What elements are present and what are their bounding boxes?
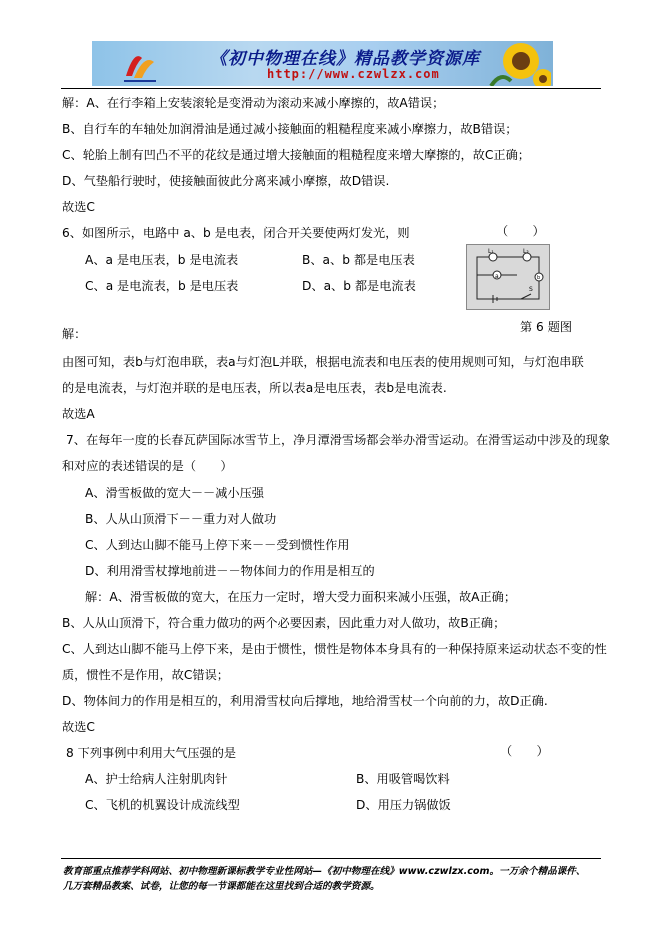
footer-line1: 教育部重点推荐学科网站、初中物理新课标教学专业性网站—《初中物理在线》www.czwlzx.com。一万余个精品课件、 [63, 866, 586, 877]
site-logo-icon [120, 44, 160, 84]
fig-label-l1: L₁ [488, 248, 494, 255]
q7-stem-line1: 7、在每年一度的长春瓦萨国际冰雪节上，净月潭滑雪场都会举办滑雪运动。在滑雪运动中涉及的现象 [66, 433, 611, 447]
q6-answer-paren: （ ） [496, 224, 545, 238]
q7-option-a[interactable]: A、滑雪板做的宽大－－减小压强 [85, 486, 264, 500]
q7-option-d[interactable]: D、利用滑雪杖撑地前进－－物体间力的作用是相互的 [85, 564, 375, 578]
sunflower-icon [481, 41, 551, 86]
q8-option-c[interactable]: C、飞机的机翼设计成流线型 [85, 798, 240, 812]
fig-label-b: b [537, 275, 541, 281]
q7-stem-line2: 和对应的表述错误的是（ ） [62, 459, 233, 473]
q6-solution-label: 解： [62, 327, 87, 341]
q6-figure-caption: 第 6 题图 [520, 320, 573, 334]
circuit-diagram [467, 245, 549, 309]
q7-answer: 故选C [62, 720, 95, 734]
fig-label-a: a [495, 273, 499, 280]
q6-option-d[interactable]: D、a、b 都是电流表 [302, 279, 416, 293]
q6-circuit-figure [466, 244, 550, 310]
q6-solution-line2: 的是电流表，与灯泡并联的是电压表，所以表a是电压表，表b是电流表. [62, 381, 447, 395]
q6-solution-line1: 由图可知，表b与灯泡串联，表a与灯泡L并联，根据电流表和电压表的使用规则可知，与灯泡串联 [62, 355, 584, 369]
footer-rule [61, 858, 601, 859]
q8-option-d[interactable]: D、用压力锅做饭 [356, 798, 451, 812]
fig-label-s: S [529, 286, 533, 293]
q7-solution-b: B、人从山顶滑下，符合重力做功的两个必要因素，因此重力对人做功，故B正确； [62, 616, 506, 630]
q8-option-b[interactable]: B、用吸管喝饮料 [356, 772, 450, 786]
q6-answer: 故选A [62, 407, 95, 421]
q8-answer-paren: （ ） [500, 744, 549, 758]
q5-solution-a: 解：A、在行李箱上安装滚轮是变滑动为滚动来减小摩擦的，故A错误； [62, 96, 445, 110]
q5-solution-d: D、气垫船行驶时，使接触面彼此分离来减小摩擦，故D错误. [62, 174, 390, 188]
header-banner [92, 41, 553, 86]
q6-option-c[interactable]: C、a 是电流表，b 是电压表 [85, 279, 239, 293]
banner-url[interactable]: http://www.czwlzx.com [267, 67, 440, 81]
header-rule [61, 88, 601, 89]
q7-solution-a: 解：A、滑雪板做的宽大，在压力一定时，增大受力面积来减小压强，故A正确； [85, 590, 517, 604]
q7-option-c[interactable]: C、人到达山脚不能马上停下来－－受到惯性作用 [85, 538, 350, 552]
q7-solution-c-line2: 质，惯性不是作用，故C错误； [62, 668, 229, 682]
q5-solution-c: C、轮胎上制有凹凸不平的花纹是通过增大接触面的粗糙程度来增大摩擦的，故C正确； [62, 148, 530, 162]
q7-solution-c-line1: C、人到达山脚不能马上停下来，是由于惯性，惯性是物体本身具有的一种保持原来运动状态不变的性 [62, 642, 607, 656]
q7-option-b[interactable]: B、人从山顶滑下－－重力对人做功 [85, 512, 277, 526]
q6-stem: 6、如图所示，电路中 a、b 是电表，闭合开关要使两灯发光，则 [62, 226, 410, 240]
q6-option-b[interactable]: B、a、b 都是电压表 [302, 253, 415, 267]
banner-title: 《初中物理在线》精品教学资源库 [210, 49, 480, 69]
footer-line2: 几万套精品教案、试卷，让您的每一节课都能在这里找到合适的教学资源。 [63, 881, 380, 892]
q8-stem: 8 下列事例中利用大气压强的是 [66, 746, 237, 760]
fig-label-l2: L₂ [523, 248, 529, 255]
q5-solution-b: B、自行车的车轴处加润滑油是通过减小接触面的粗糙程度来减小摩擦力，故B错误； [62, 122, 518, 136]
q8-option-a[interactable]: A、护士给病人注射肌肉针 [85, 772, 228, 786]
q7-solution-d: D、物体间力的作用是相互的，利用滑雪杖向后撑地，地给滑雪杖一个向前的力，故D正确. [62, 694, 548, 708]
q5-answer: 故选C [62, 200, 95, 214]
q6-option-a[interactable]: A、a 是电压表，b 是电流表 [85, 253, 239, 267]
